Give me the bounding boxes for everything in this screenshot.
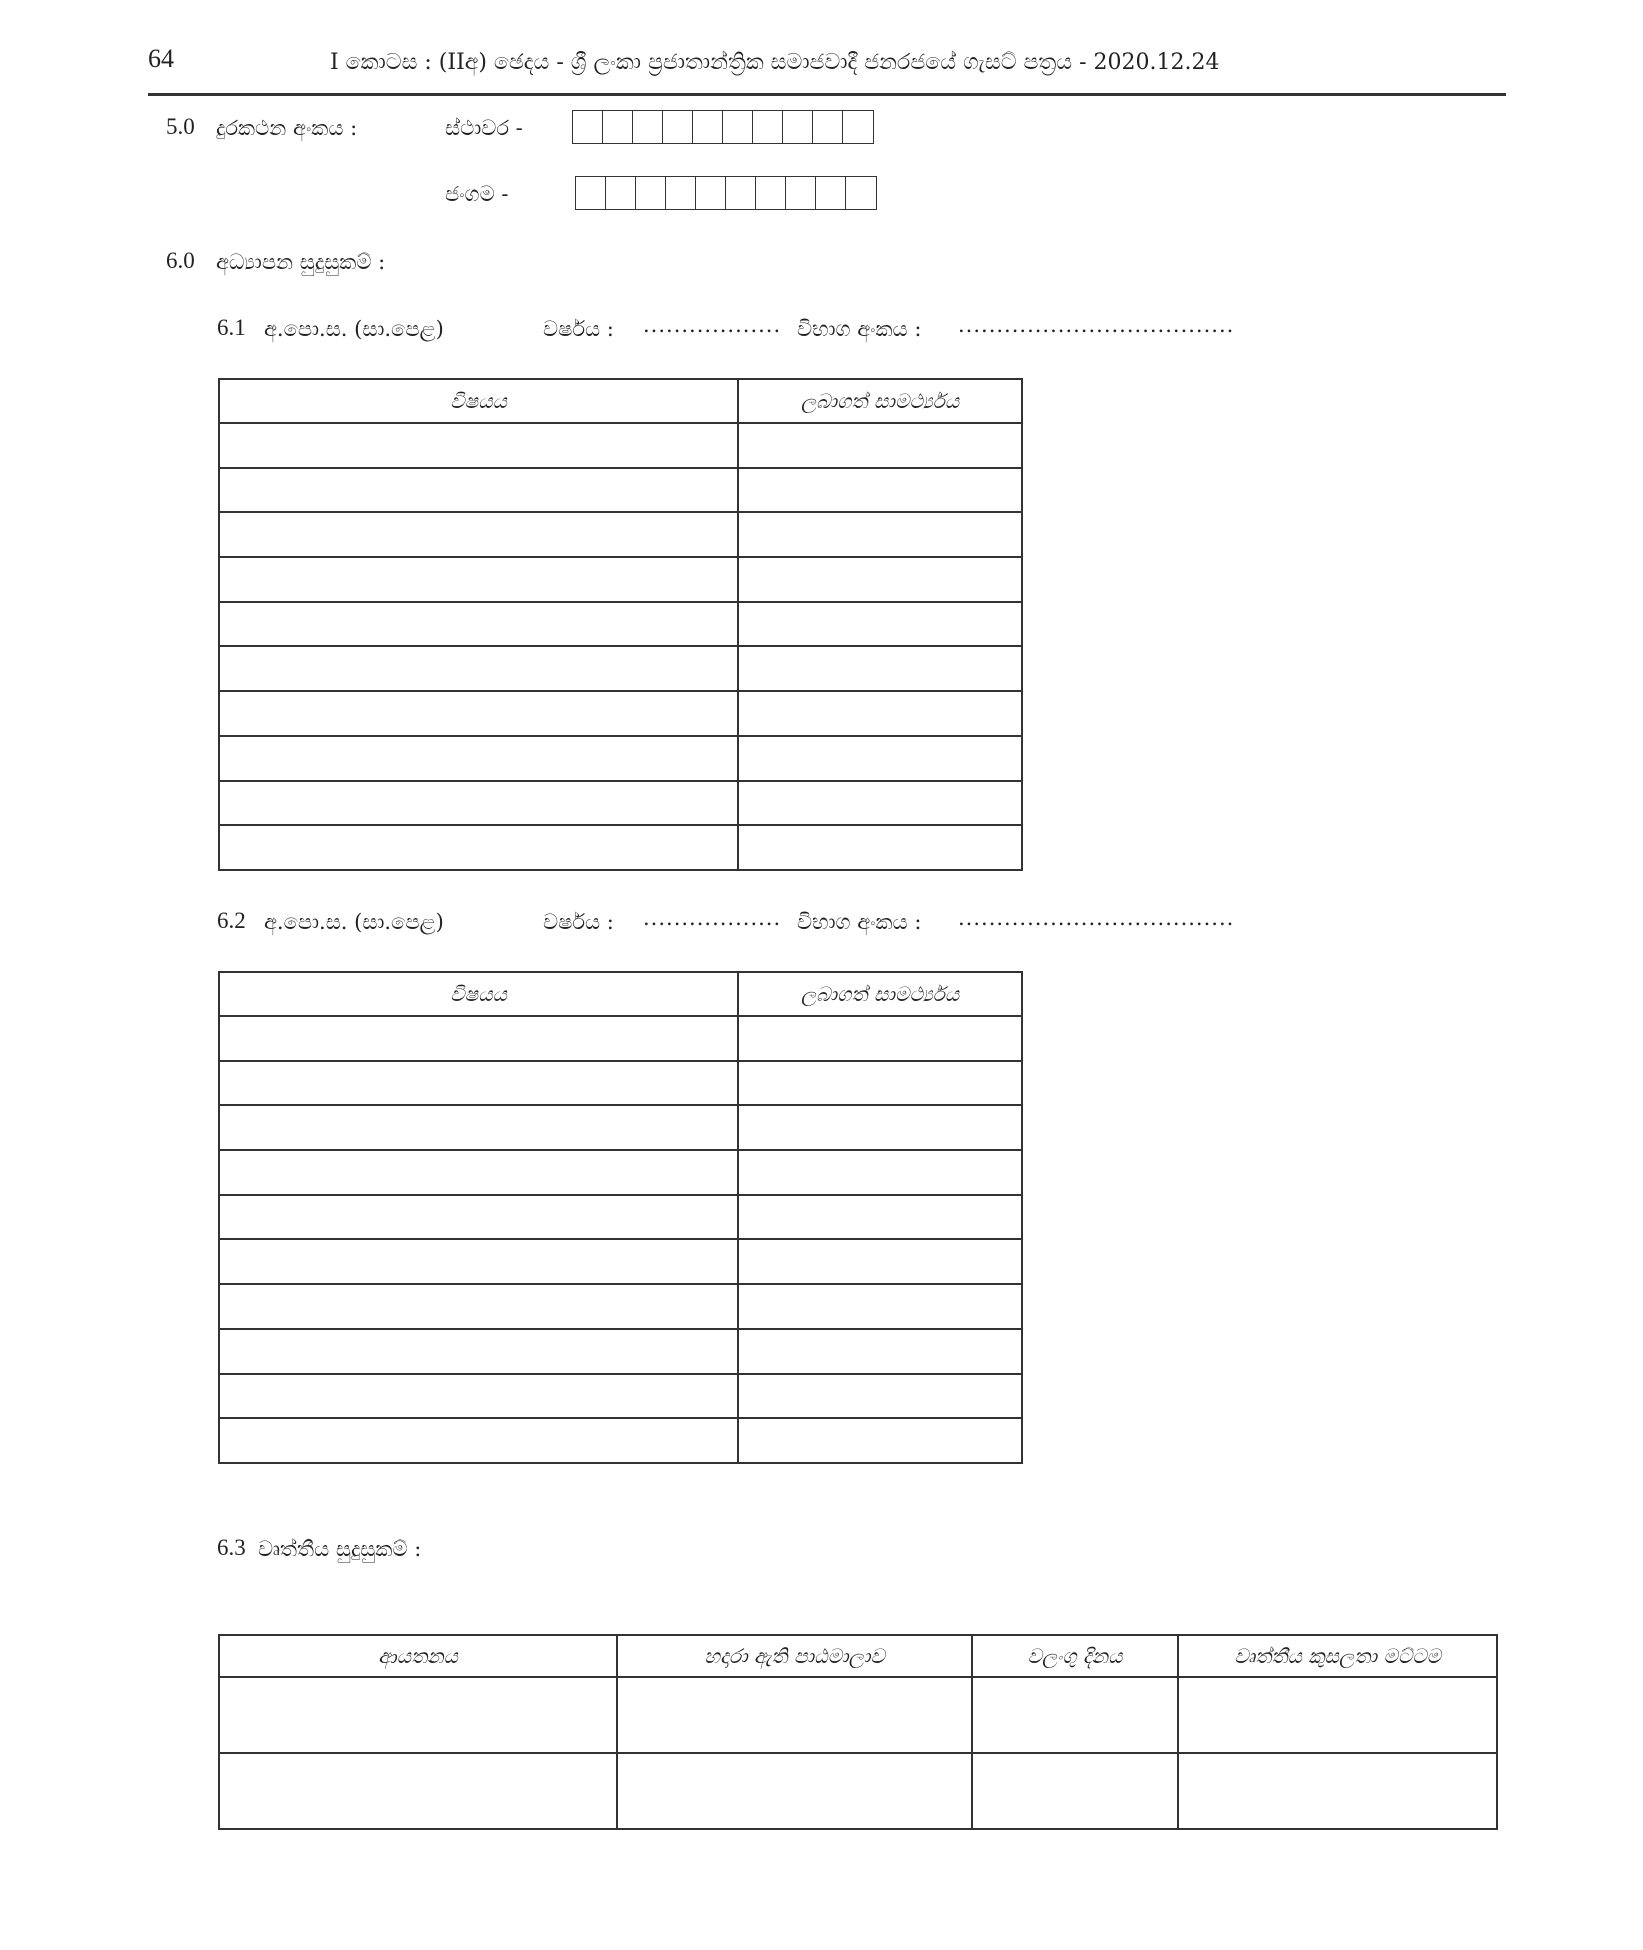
- institute-column-header: ආයතනය: [219, 1635, 617, 1677]
- blank-entry-cell[interactable]: [219, 691, 738, 736]
- blank-entry-cell[interactable]: [219, 646, 738, 691]
- blank-entry-cell[interactable]: [1178, 1753, 1497, 1829]
- year-field-6-1[interactable]: ..................: [643, 313, 782, 337]
- blank-entry-cell[interactable]: [738, 781, 1022, 826]
- subsection-6-2-number: 6.2: [217, 908, 246, 933]
- digit-box[interactable]: [606, 177, 636, 209]
- gazette-header-title: I කොටස : (IIඅ) ඡෙදය - ශ්‍රී ලංකා ප්‍රජාතාන්ත්‍රික සමාජවාදී ජනරජයේ ගැසට් පත්‍රය - 2020.12.24: [330, 50, 1220, 75]
- digit-box[interactable]: [573, 111, 603, 143]
- blank-entry-cell[interactable]: [219, 1418, 738, 1463]
- table-row: [219, 602, 1022, 647]
- blank-entry-cell[interactable]: [219, 1284, 738, 1329]
- mobile-phone-label: ජංගම -: [445, 182, 509, 206]
- blank-entry-cell[interactable]: [1178, 1677, 1497, 1753]
- blank-entry-cell[interactable]: [219, 825, 738, 870]
- table-row: [219, 1239, 1022, 1284]
- digit-box[interactable]: [603, 111, 633, 143]
- blank-entry-cell[interactable]: [738, 423, 1022, 468]
- blank-entry-cell[interactable]: [738, 1105, 1022, 1150]
- blank-entry-cell[interactable]: [219, 1105, 738, 1150]
- table-row: [219, 1195, 1022, 1240]
- blank-entry-cell[interactable]: [738, 736, 1022, 781]
- blank-entry-cell[interactable]: [219, 1150, 738, 1195]
- digit-box[interactable]: [843, 111, 873, 143]
- digit-box[interactable]: [813, 111, 843, 143]
- table-row: [219, 825, 1022, 870]
- ol-results-table-2: [218, 971, 1023, 1464]
- blank-entry-cell[interactable]: [617, 1677, 972, 1753]
- blank-entry-cell[interactable]: [738, 1329, 1022, 1374]
- table-row: [219, 423, 1022, 468]
- year-label-6-2: වර්ෂය :: [543, 910, 614, 934]
- section-5-number: 5.0: [166, 114, 195, 139]
- education-qualifications-label: අධ්‍යාපන සුදුසුකම් :: [216, 250, 386, 274]
- table-row: [219, 1105, 1022, 1150]
- digit-box[interactable]: [693, 111, 723, 143]
- table-row: [219, 691, 1022, 736]
- blank-entry-cell[interactable]: [219, 1329, 738, 1374]
- achievement-column-header: ලබාගත් සාමර්ථ්‍යය: [738, 972, 1022, 1016]
- table-row: [219, 1677, 1497, 1753]
- blank-entry-cell[interactable]: [219, 557, 738, 602]
- blank-entry-cell[interactable]: [617, 1753, 972, 1829]
- index-field-6-2[interactable]: ....................................: [958, 906, 1235, 930]
- blank-entry-cell[interactable]: [738, 691, 1022, 736]
- digit-box[interactable]: [576, 177, 606, 209]
- blank-entry-cell[interactable]: [219, 602, 738, 647]
- digit-box[interactable]: [786, 177, 816, 209]
- section-6-number: 6.0: [166, 248, 195, 273]
- blank-entry-cell[interactable]: [219, 1753, 617, 1829]
- exam-label-6-1: අ.පො.ස. (සා.පෙළ): [264, 317, 444, 341]
- subsection-6-3-number: 6.3: [217, 1535, 246, 1560]
- blank-entry-cell[interactable]: [219, 423, 738, 468]
- blank-entry-cell[interactable]: [219, 736, 738, 781]
- table-row: [219, 1150, 1022, 1195]
- digit-box[interactable]: [783, 111, 813, 143]
- table-row: [219, 512, 1022, 557]
- digit-box[interactable]: [753, 111, 783, 143]
- table-row: [219, 1418, 1022, 1463]
- course-column-header: හදාරා ඇති පාඨමාලාව: [617, 1635, 972, 1677]
- year-field-6-2[interactable]: ..................: [643, 906, 782, 930]
- exam-label-6-2: අ.පො.ස. (සා.පෙළ): [264, 910, 444, 934]
- professional-qualifications-table: [218, 1634, 1498, 1830]
- fixed-phone-label: ස්ථාවර -: [445, 116, 523, 140]
- blank-entry-cell[interactable]: [738, 512, 1022, 557]
- blank-entry-cell[interactable]: [738, 1284, 1022, 1329]
- blank-entry-cell[interactable]: [738, 1150, 1022, 1195]
- subsection-6-1-number: 6.1: [217, 315, 246, 340]
- digit-box[interactable]: [816, 177, 846, 209]
- blank-entry-cell[interactable]: [219, 1677, 617, 1753]
- blank-entry-cell[interactable]: [219, 1239, 738, 1284]
- blank-entry-cell[interactable]: [738, 1239, 1022, 1284]
- blank-entry-cell[interactable]: [738, 602, 1022, 647]
- blank-entry-cell[interactable]: [738, 1374, 1022, 1419]
- table-row: [219, 1016, 1022, 1061]
- page-number: 64: [148, 44, 174, 73]
- blank-entry-cell[interactable]: [738, 1016, 1022, 1061]
- blank-entry-cell[interactable]: [738, 1061, 1022, 1106]
- table-row: [219, 1284, 1022, 1329]
- digit-box[interactable]: [696, 177, 726, 209]
- blank-entry-cell[interactable]: [738, 1195, 1022, 1240]
- digit-box[interactable]: [636, 177, 666, 209]
- blank-entry-cell[interactable]: [972, 1677, 1178, 1753]
- professional-qualifications-label: වෘත්තීය සුදුසුකම් :: [258, 1537, 422, 1561]
- table-row: [219, 1061, 1022, 1106]
- table-row: [219, 1374, 1022, 1419]
- phone-number-label: දුරකථන අංකය :: [216, 116, 358, 140]
- blank-entry-cell[interactable]: [738, 825, 1022, 870]
- blank-entry-cell[interactable]: [738, 468, 1022, 513]
- blank-entry-cell[interactable]: [219, 781, 738, 826]
- digit-box[interactable]: [726, 177, 756, 209]
- blank-entry-cell[interactable]: [219, 1195, 738, 1240]
- blank-entry-cell[interactable]: [738, 1418, 1022, 1463]
- table-row: [219, 1753, 1497, 1829]
- table-row: [219, 1329, 1022, 1374]
- valid-date-column-header: වලංගු දිනය: [972, 1635, 1178, 1677]
- blank-entry-cell[interactable]: [738, 557, 1022, 602]
- blank-entry-cell[interactable]: [219, 512, 738, 557]
- digit-box[interactable]: [666, 177, 696, 209]
- digit-box[interactable]: [663, 111, 693, 143]
- blank-entry-cell[interactable]: [219, 468, 738, 513]
- year-label-6-1: වර්ෂය :: [543, 317, 614, 341]
- index-label-6-1: විභාග අංකය :: [797, 317, 922, 341]
- achievement-column-header: ලබාගත් සාමර්ථ්‍යය: [738, 379, 1022, 423]
- digit-box[interactable]: [846, 177, 876, 209]
- digit-box[interactable]: [723, 111, 753, 143]
- blank-entry-cell[interactable]: [972, 1753, 1178, 1829]
- ol-results-table-1: [218, 378, 1023, 871]
- subject-column-header: විෂයය: [219, 972, 738, 1016]
- blank-entry-cell[interactable]: [219, 1061, 738, 1106]
- blank-entry-cell[interactable]: [738, 646, 1022, 691]
- table-row: [219, 468, 1022, 513]
- mobile-phone-digit-boxes[interactable]: [575, 176, 877, 210]
- digit-box[interactable]: [633, 111, 663, 143]
- header-divider: [148, 93, 1506, 96]
- index-label-6-2: විභාග අංකය :: [797, 910, 922, 934]
- table-row: [219, 736, 1022, 781]
- table-row: [219, 646, 1022, 691]
- skill-level-column-header: වෘත්තීය කුසලතා මට්ටම: [1178, 1635, 1497, 1677]
- table-row: [219, 557, 1022, 602]
- fixed-phone-digit-boxes[interactable]: [572, 110, 874, 144]
- subject-column-header: විෂයය: [219, 379, 738, 423]
- table-row: [219, 781, 1022, 826]
- index-field-6-1[interactable]: ....................................: [958, 313, 1235, 337]
- digit-box[interactable]: [756, 177, 786, 209]
- blank-entry-cell[interactable]: [219, 1374, 738, 1419]
- blank-entry-cell[interactable]: [219, 1016, 738, 1061]
